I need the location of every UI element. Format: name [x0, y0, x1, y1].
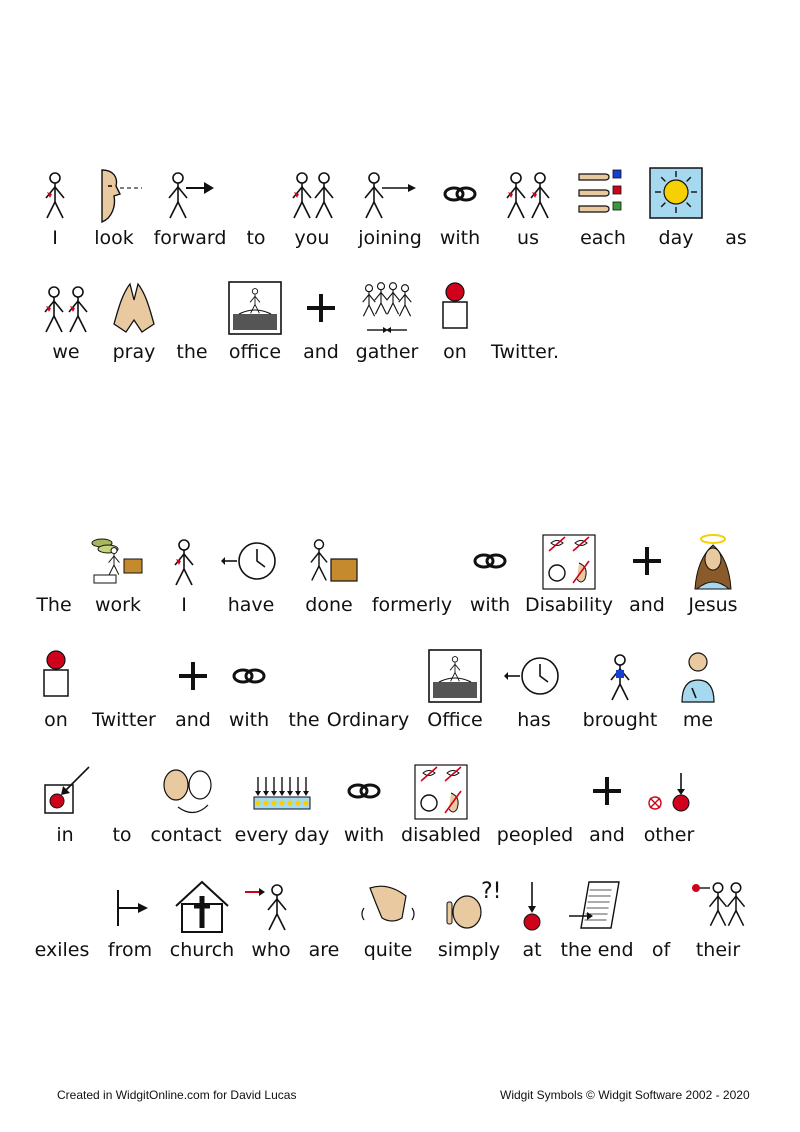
- word-label: formerly: [371, 594, 453, 616]
- plus-icon: [291, 280, 351, 338]
- person-self-icon: [154, 533, 214, 591]
- office-altar-icon: [425, 648, 485, 706]
- word-label: done: [305, 594, 353, 616]
- chain-link-icon: [219, 648, 279, 706]
- word-label: day: [658, 227, 694, 249]
- every-day-icon: [252, 763, 312, 821]
- into-box-icon: [35, 763, 95, 821]
- word-label: me: [682, 709, 714, 731]
- two-people-icon: [498, 166, 558, 224]
- word-label: look: [94, 227, 134, 249]
- word-label: are: [308, 939, 340, 961]
- word-label: their: [695, 939, 741, 961]
- plus-icon: [577, 763, 637, 821]
- word-label: simply: [437, 939, 501, 961]
- word-label: I: [52, 227, 58, 249]
- word-label: in: [56, 824, 74, 846]
- chain-link-icon: [430, 166, 490, 224]
- word-label: I: [181, 594, 187, 616]
- two-people-icon: [36, 280, 96, 338]
- walking-forward-icon: [160, 166, 220, 224]
- simply-hand-icon: [358, 878, 418, 936]
- word-label: at: [522, 939, 542, 961]
- word-label: to: [246, 227, 266, 249]
- word-label: Jesus: [688, 594, 738, 616]
- word-label: Office: [427, 709, 483, 731]
- word-label: disabled: [401, 824, 481, 846]
- word-label: from: [107, 939, 153, 961]
- chain-link-icon: [460, 533, 520, 591]
- word-label: you: [294, 227, 330, 249]
- office-altar-icon: [225, 280, 285, 338]
- word-label: gather: [355, 341, 419, 363]
- word-label: Ordinary: [326, 709, 410, 731]
- word-label: we: [52, 341, 80, 363]
- people-gather-icon: [357, 280, 417, 338]
- word-label: us: [517, 227, 539, 249]
- simply-face-icon: [439, 878, 502, 936]
- person-self-icon: [25, 166, 85, 224]
- word-label: peopled: [496, 824, 574, 846]
- church-icon: [172, 878, 232, 936]
- word-label: the: [288, 709, 320, 731]
- work-icon: [88, 533, 148, 591]
- word-label: on: [443, 341, 467, 363]
- word-label: brought: [582, 709, 658, 731]
- other-icon: [639, 763, 699, 821]
- word-label: and: [175, 709, 211, 731]
- from-arrow-icon: [100, 878, 160, 936]
- word-label: work: [95, 594, 141, 616]
- plus-icon: [163, 648, 223, 706]
- word-label: forward: [153, 227, 227, 249]
- word-label: and: [303, 341, 339, 363]
- word-label: as: [725, 227, 747, 249]
- word-label: every day: [234, 824, 330, 846]
- word-label: and: [629, 594, 665, 616]
- word-label: each: [580, 227, 626, 249]
- disability-icon: [539, 533, 599, 591]
- arrow-join-icon: [360, 166, 420, 224]
- word-label: Disability: [524, 594, 614, 616]
- word-label: office: [228, 341, 282, 363]
- word-label: have: [227, 594, 275, 616]
- word-label: to: [112, 824, 132, 846]
- word-label: with: [228, 709, 270, 731]
- word-label: The: [36, 594, 72, 616]
- person-who-icon: [241, 878, 301, 936]
- word-label: joining: [358, 227, 422, 249]
- word-label: quite: [363, 939, 413, 961]
- word-label: other: [643, 824, 695, 846]
- red-dot-on-icon: [425, 280, 485, 338]
- word-label: who: [251, 939, 291, 961]
- hands-each-icon: [573, 166, 633, 224]
- word-label: has: [517, 709, 551, 731]
- word-label: the: [176, 341, 208, 363]
- footer-created: Created in WidgitOnline.com for David Lucas: [57, 1088, 297, 1102]
- word-label: exiles: [34, 939, 90, 961]
- word-label: of: [651, 939, 671, 961]
- svg-text:?!: ?!: [481, 879, 502, 904]
- word-label: on: [44, 709, 68, 731]
- end-paper-icon: [567, 878, 627, 936]
- sun-day-icon: [646, 166, 706, 224]
- eye-look-icon: [84, 166, 144, 224]
- chain-link-icon: [334, 763, 394, 821]
- person-brought-icon: [590, 648, 650, 706]
- praying-hands-icon: [104, 280, 164, 338]
- word-label: contact: [150, 824, 222, 846]
- word-label: and: [589, 824, 625, 846]
- word-label: pray: [112, 341, 156, 363]
- red-dot-on-icon: [26, 648, 86, 706]
- word-label: Twitter.: [491, 341, 559, 363]
- at-point-icon: [502, 878, 562, 936]
- word-label: with: [343, 824, 385, 846]
- word-label: Twitter: [92, 709, 156, 731]
- clock-have-icon: [221, 533, 281, 591]
- word-label: church: [169, 939, 235, 961]
- contact-faces-icon: [156, 763, 216, 821]
- their-people-icon: [688, 878, 748, 936]
- person-me-icon: [668, 648, 728, 706]
- work-done-icon: [299, 533, 359, 591]
- plus-icon: [617, 533, 677, 591]
- disability-icon: [411, 763, 471, 821]
- word-label: the end: [560, 939, 634, 961]
- word-label: with: [469, 594, 511, 616]
- clock-have-icon: [504, 648, 564, 706]
- word-label: with: [439, 227, 481, 249]
- jesus-icon: [683, 533, 743, 591]
- footer-copyright: Widgit Symbols © Widgit Software 2002 - 2020: [500, 1088, 750, 1102]
- person-you-icon: [282, 166, 342, 224]
